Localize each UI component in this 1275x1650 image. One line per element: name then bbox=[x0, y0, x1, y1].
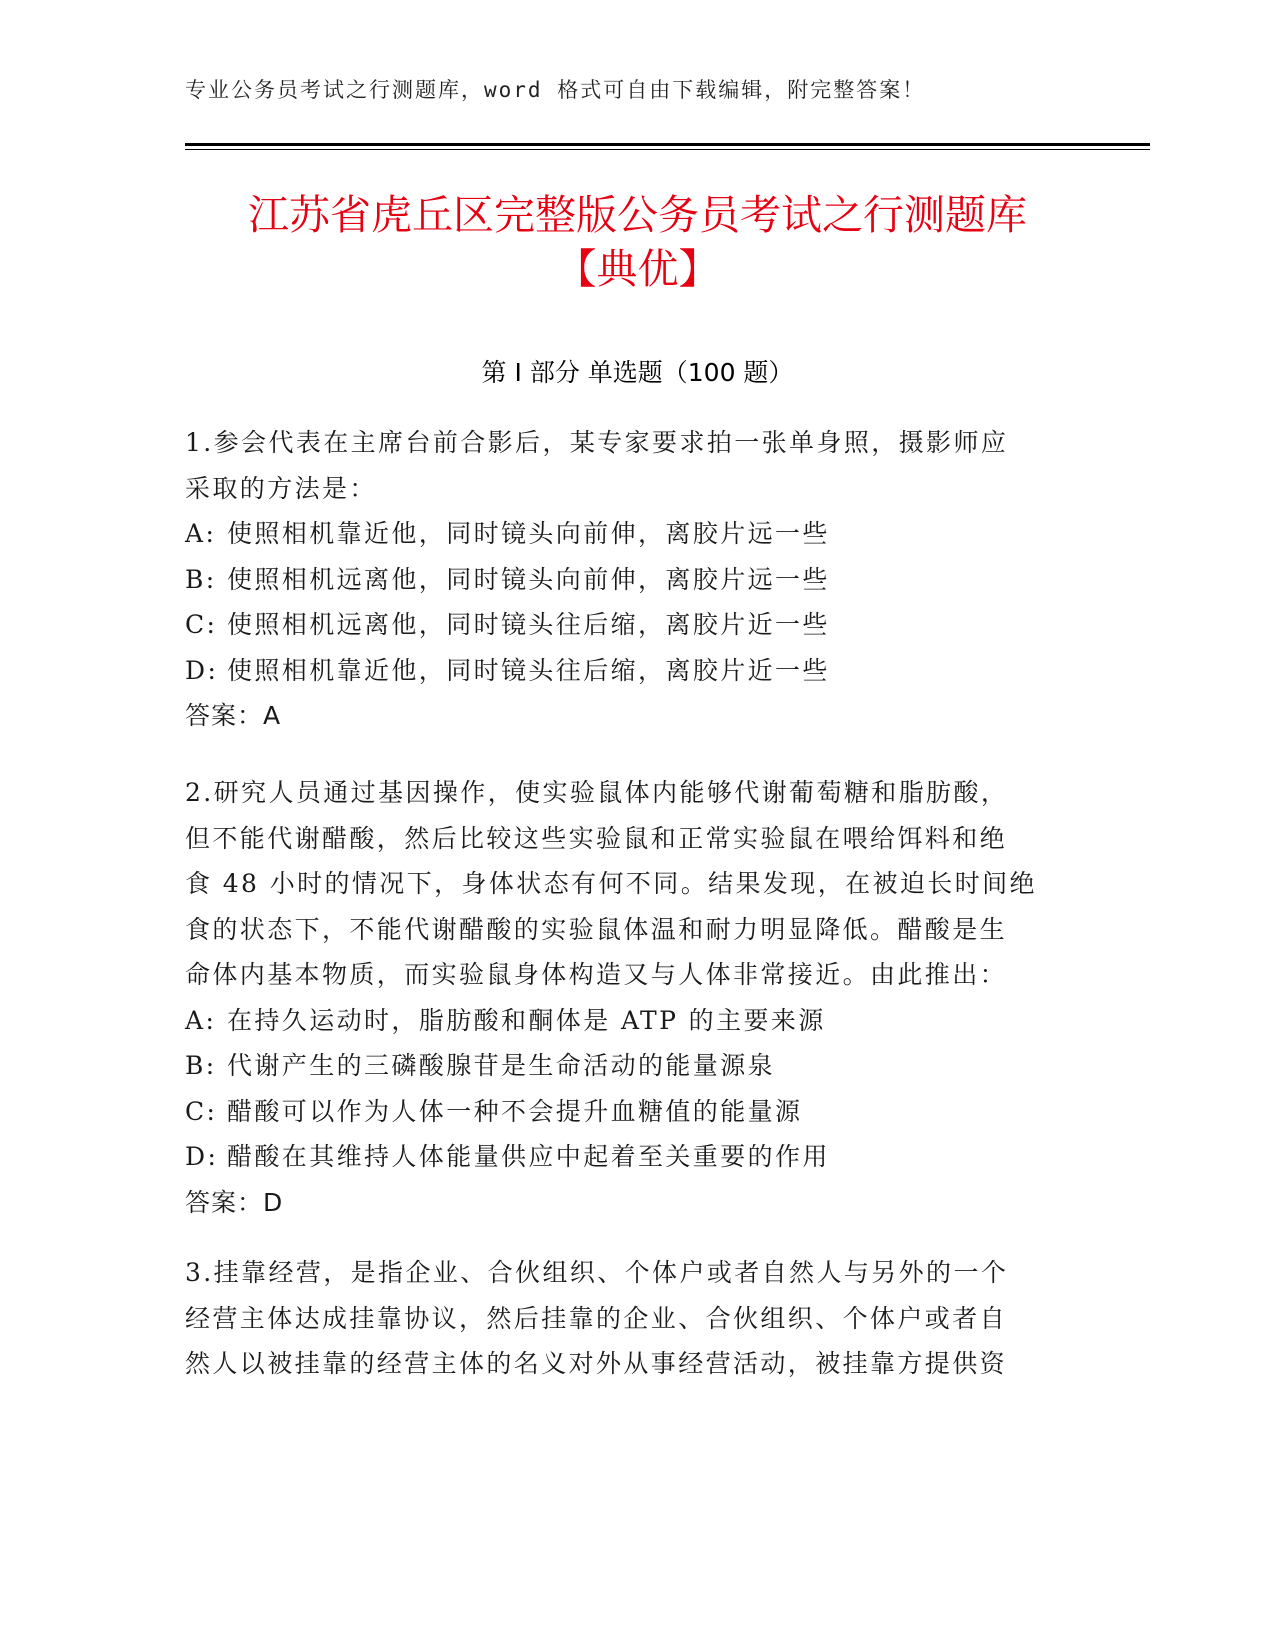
option-text: 醋酸在其维持人体能量供应中起着至关重要的作用 bbox=[227, 1142, 830, 1171]
option-key: B: bbox=[185, 564, 217, 594]
option-key: D: bbox=[185, 655, 219, 685]
section-heading: 第 I 部分 单选题（100 题） bbox=[481, 358, 794, 387]
question-stem-line: 然人以被挂靠的经营主体的名义对外从事经营活动，被挂靠方提供资 bbox=[185, 1349, 1008, 1378]
question-stem-line: 2.研究人员通过基因操作，使实验鼠体内能够代谢葡萄糖和脂肪酸， bbox=[185, 778, 1009, 807]
option-key: A: bbox=[185, 519, 217, 548]
option-b bbox=[185, 1043, 1065, 1089]
document-title bbox=[185, 188, 1090, 296]
question-stem-line: 命体内基本物质，而实验鼠身体构造又与人体非常接近。由此推出： bbox=[185, 960, 1008, 989]
header-rule-thin bbox=[185, 149, 1150, 150]
question-2 bbox=[185, 770, 1065, 1225]
option-key: C: bbox=[185, 610, 218, 639]
answer: 答案：D bbox=[185, 1187, 284, 1217]
option-c bbox=[185, 1089, 1065, 1135]
option-text: 醋酸可以作为人体一种不会提升血糖值的能量源 bbox=[227, 1096, 803, 1126]
header-rule-thick bbox=[185, 143, 1150, 146]
question-stem-line: 经营主体达成挂靠协议，然后挂靠的企业、合伙组织、个体户或者自 bbox=[185, 1303, 1008, 1333]
option-text: 在持久运动时，脂肪酸和酮体是 ATP 的主要来源 bbox=[227, 1005, 826, 1035]
question-3 bbox=[185, 1250, 1065, 1387]
option-text: 使照相机靠近他，同时镜头往后缩，离胶片近一些 bbox=[227, 655, 830, 685]
option-key: D: bbox=[185, 1142, 219, 1171]
option-text: 使照相机远离他，同时镜头向前伸，离胶片远一些 bbox=[227, 564, 830, 594]
option-text: 代谢产生的三磷酸腺苷是生命活动的能量源泉 bbox=[227, 1051, 776, 1080]
option-d bbox=[185, 648, 1065, 694]
option-c bbox=[185, 602, 1065, 648]
question-stem-line: 采取的方法是： bbox=[185, 473, 377, 503]
document-title-line1: 江苏省虎丘区完整版公务员考试之行测题库 bbox=[248, 191, 1027, 239]
option-key: A: bbox=[185, 1005, 217, 1035]
question-stem-line: 食 48 小时的情况下，身体状态有何不同。结果发现，在被迫长时间绝 bbox=[185, 869, 1037, 898]
option-a bbox=[185, 998, 1065, 1044]
option-b bbox=[185, 557, 1065, 603]
option-d bbox=[185, 1134, 1065, 1180]
page-header-note: 专业公务员考试之行测题库，word 格式可自由下载编辑，附完整答案！ bbox=[185, 78, 926, 102]
question-stem-line: 食的状态下，不能代谢醋酸的实验鼠体温和耐力明显降低。醋酸是生 bbox=[185, 914, 1008, 944]
question-stem-line: 1.参会代表在主席台前合影后，某专家要求拍一张单身照，摄影师应 bbox=[185, 428, 1009, 457]
option-text: 使照相机远离他，同时镜头往后缩，离胶片近一些 bbox=[227, 610, 830, 639]
answer: 答案：A bbox=[185, 701, 282, 730]
question-stem-line: 3.挂靠经营，是指企业、合伙组织、个体户或者自然人与另外的一个 bbox=[185, 1258, 1009, 1287]
option-text: 使照相机靠近他，同时镜头向前伸，离胶片远一些 bbox=[227, 519, 830, 548]
option-a bbox=[185, 511, 1065, 557]
question-stem-line: 但不能代谢醋酸，然后比较这些实验鼠和正常实验鼠在喂给饵料和绝 bbox=[185, 823, 1008, 853]
option-key: C: bbox=[185, 1096, 218, 1126]
option-key: B: bbox=[185, 1051, 217, 1080]
question-1 bbox=[185, 420, 1065, 739]
document-title-line2: 【典优】 bbox=[555, 245, 720, 293]
